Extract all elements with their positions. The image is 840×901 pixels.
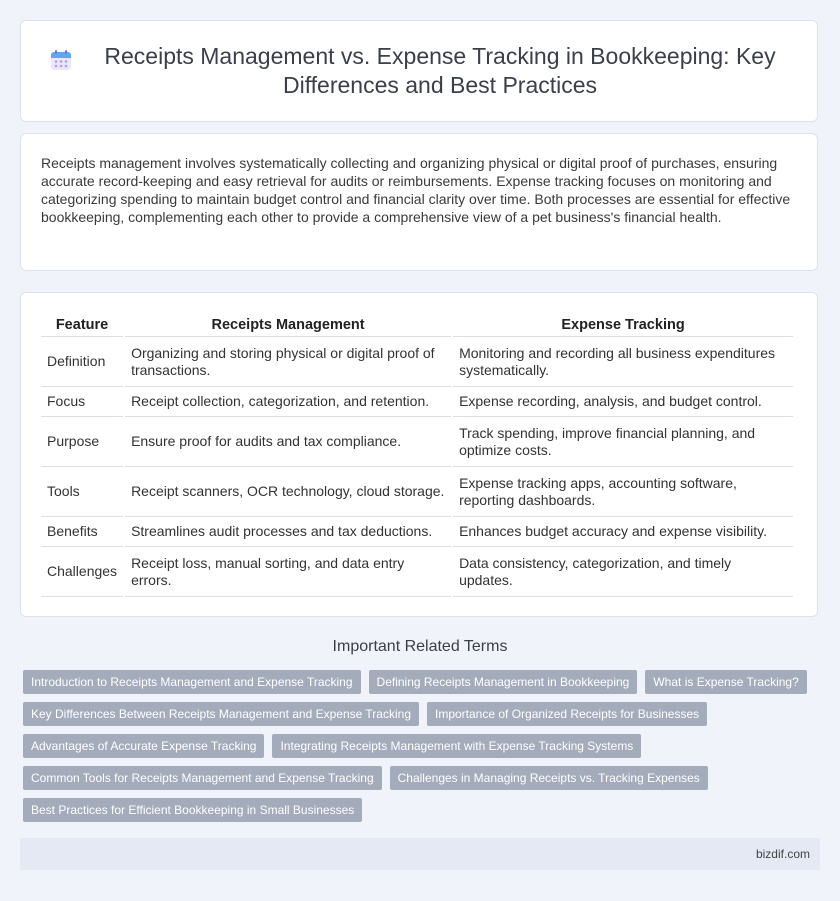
header-receipts-management: Receipts Management: [125, 313, 451, 337]
related-term-tag[interactable]: What is Expense Tracking?: [645, 670, 806, 694]
related-term-tag[interactable]: Common Tools for Receipts Management and Expense Tracking: [23, 766, 382, 790]
row-feature: Purpose: [41, 417, 123, 467]
table-header-row: [41, 313, 793, 337]
row-expense: Expense recording, analysis, and budget control.: [453, 387, 793, 417]
related-terms-title: Important Related Terms: [332, 638, 508, 655]
row-feature: Focus: [41, 387, 123, 417]
row-feature: Tools: [41, 467, 123, 517]
related-term-tag[interactable]: Key Differences Between Receipts Management and Expense Tracking: [23, 702, 419, 726]
row-receipts: Receipt scanners, OCR technology, cloud storage.: [125, 467, 451, 517]
table-row: [41, 337, 793, 387]
comparison-table: [39, 313, 795, 597]
row-expense: Enhances budget accuracy and expense visibility.: [453, 517, 793, 547]
title-card: [20, 20, 818, 122]
row-receipts: Receipt collection, categorization, and retention.: [125, 387, 451, 417]
table-row: [41, 467, 793, 517]
table-row: [41, 517, 793, 547]
related-term-tag[interactable]: Introduction to Receipts Management and Expense Tracking: [23, 670, 361, 694]
related-term-tag[interactable]: Importance of Organized Receipts for Businesses: [427, 702, 707, 726]
row-expense: Monitoring and recording all business expenditures systematically.: [453, 337, 793, 387]
table-row: [41, 417, 793, 467]
row-receipts: Streamlines audit processes and tax deductions.: [125, 517, 451, 547]
related-term-tag[interactable]: Advantages of Accurate Expense Tracking: [23, 734, 264, 758]
row-receipts: Organizing and storing physical or digital proof of transactions.: [125, 337, 451, 387]
header-feature: Feature: [41, 313, 123, 337]
table-row: [41, 387, 793, 417]
tag-row: [23, 702, 823, 726]
row-receipts: Receipt loss, manual sorting, and data entry errors.: [125, 547, 451, 597]
calendar-icon: [49, 48, 73, 72]
row-feature: Challenges: [41, 547, 123, 597]
related-term-tag[interactable]: Integrating Receipts Management with Expense Tracking Systems: [272, 734, 641, 758]
row-expense: Track spending, improve financial planning, and optimize costs.: [453, 417, 793, 467]
footer-site-link[interactable]: bizdif.com: [755, 847, 810, 861]
related-terms-list: [23, 670, 823, 830]
related-term-tag[interactable]: Best Practices for Efficient Bookkeeping in Small Businesses: [23, 798, 362, 822]
row-expense: Data consistency, categorization, and timely updates.: [453, 547, 793, 597]
footer: [20, 838, 820, 870]
table-row: [41, 547, 793, 597]
related-term-tag[interactable]: Defining Receipts Management in Bookkeeping: [369, 670, 638, 694]
row-feature: Definition: [41, 337, 123, 387]
header-expense-tracking: Expense Tracking: [453, 313, 793, 337]
tag-row: [23, 766, 823, 790]
tag-row: [23, 798, 823, 822]
summary-card: [20, 133, 818, 271]
row-expense: Expense tracking apps, accounting software, reporting dashboards.: [453, 467, 793, 517]
row-feature: Benefits: [41, 517, 123, 547]
page-title: Receipts Management vs. Expense Tracking in Bookkeeping: Key Differences and Best Practices: [104, 43, 776, 98]
row-receipts: Ensure proof for audits and tax compliance.: [125, 417, 451, 467]
tag-row: [23, 734, 823, 758]
summary-text: Receipts management involves systematically collecting and organizing physical or digital proof of purchases, ensuring accurate record-keeping and easy retrieval for audits or reimbursements. Expense tracking focuses on monitoring and categorizing spending to maintain budget control and financial clarity over time. Both processes are essential for effective bookkeeping, complementing each other to provide a comprehensive view of a pet business's financial health.: [41, 155, 791, 225]
tag-row: [23, 670, 823, 694]
comparison-table-card: [20, 292, 818, 617]
related-term-tag[interactable]: Challenges in Managing Receipts vs. Tracking Expenses: [390, 766, 708, 790]
